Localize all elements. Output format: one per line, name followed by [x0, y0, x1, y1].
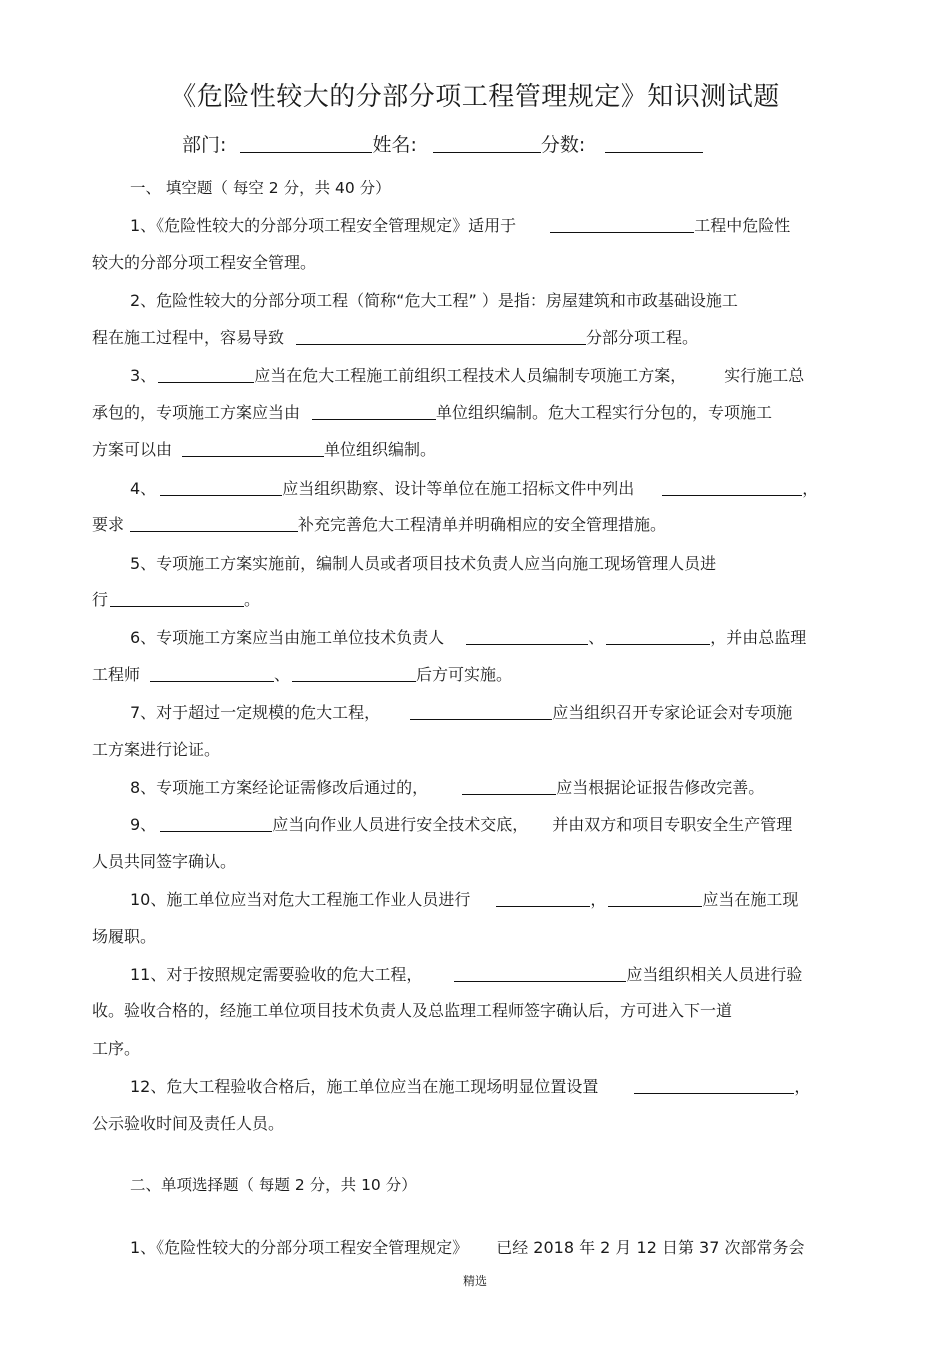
- q12-text-b: ，: [794, 1077, 811, 1096]
- q3-text-e: 单位组织编制。危大工程实行分包的，专项施工: [436, 403, 773, 422]
- q7-text-b: 应当组织召开专家论证会对专项施: [552, 703, 793, 722]
- name-label: 姓名:: [372, 134, 417, 156]
- q10-blank2[interactable]: [608, 890, 702, 907]
- q10-text-a: 10、施工单位应当对危大工程施工作业人员进行: [130, 890, 471, 909]
- q4-blank1[interactable]: [160, 479, 282, 496]
- section1-heading: 一、 填空题（ 每空 2 分，共 40 分）: [130, 179, 391, 197]
- q6-line2: [92, 665, 512, 685]
- q8-text-b: 应当根据论证报告修改完善。: [556, 778, 765, 797]
- page-title: 《危险性较大的分部分项工程管理规定》知识测试题: [170, 82, 780, 112]
- q3-text-g: 单位组织编制。: [324, 440, 437, 459]
- q3-blank1[interactable]: [158, 366, 254, 383]
- q3-text-f: 方案可以由: [92, 440, 173, 459]
- q6-blank4[interactable]: [292, 665, 416, 682]
- q6-text-f: 后方可实施。: [416, 665, 513, 684]
- mc1-text-a: 1、《危险性较大的分部分项工程安全管理规定》: [130, 1238, 469, 1257]
- q2-text-c: 分部分项工程。: [586, 328, 699, 347]
- q1-text-a: 1、《危险性较大的分部分项工程安全管理规定》适用于: [130, 216, 517, 235]
- q3-blank3[interactable]: [182, 440, 324, 457]
- q12-line2: 公示验收时间及责任人员。: [92, 1114, 285, 1133]
- q4-line2: [92, 515, 666, 535]
- q2-line2: [92, 328, 698, 348]
- q11-line2: 收。验收合格的，经施工单位项目技术负责人及总监理工程师签字确认后，方可进入下一道: [92, 1001, 733, 1020]
- q3-text-d: 承包的，专项施工方案应当由: [92, 403, 301, 422]
- q6-text-a: 6、专项施工方案应当由施工单位技术负责人: [130, 628, 445, 647]
- q1-line1: [130, 216, 790, 236]
- q10-line1: [130, 890, 798, 910]
- score-label: 分数:: [540, 134, 586, 156]
- q6-text-d: 工程师: [92, 665, 141, 684]
- q9-blank1[interactable]: [160, 815, 272, 832]
- mc1-text-b: 已经 2018 年 2 月 12 日第 37 次部常务会: [496, 1238, 805, 1257]
- q4-line1: [130, 479, 818, 499]
- q3-blank2[interactable]: [312, 403, 436, 420]
- q2-text-b: 程在施工过程中，容易导致: [92, 328, 285, 347]
- q1-blank1[interactable]: [550, 216, 694, 233]
- q10-text-c: 应当在施工现: [702, 890, 799, 909]
- q8-line1: [130, 778, 764, 798]
- q10-blank1[interactable]: [496, 890, 590, 907]
- q1-text-b: 工程中危险性: [694, 216, 791, 235]
- q11-line1: [130, 965, 802, 985]
- q3-text-a: 3、: [130, 366, 157, 385]
- q10-text-b: ，: [590, 890, 607, 909]
- q11-text-a: 11、对于按照规定需要验收的危大工程，: [130, 965, 423, 984]
- section2-heading: 二、单项选择题（ 每题 2 分，共 10 分）: [130, 1176, 417, 1194]
- q3-text-c: 实行施工总: [724, 366, 805, 385]
- q11-text-b: 应当组织相关人员进行验: [626, 965, 803, 984]
- q8-blank1[interactable]: [462, 778, 556, 795]
- q4-blank2[interactable]: [662, 479, 802, 496]
- info-line: [182, 130, 703, 157]
- q5-line1: 5、专项施工方案实施前，编制人员或者项目技术负责人应当向施工现场管理人员进: [130, 554, 717, 573]
- q6-line1: [130, 628, 806, 648]
- q9-line1: [130, 815, 792, 835]
- dept-blank[interactable]: [240, 132, 372, 153]
- q6-blank3[interactable]: [150, 665, 274, 682]
- q4-text-e: 补充完善危大工程清单并明确相应的安全管理措施。: [298, 515, 667, 534]
- q11-blank1[interactable]: [454, 965, 626, 982]
- q5-text-b: 行: [92, 590, 109, 609]
- score-blank[interactable]: [605, 132, 703, 153]
- q3-line2: [92, 403, 772, 423]
- q5-blank1[interactable]: [110, 590, 244, 607]
- q6-text-e: 、: [274, 665, 291, 684]
- q3-line1: [130, 366, 804, 386]
- q4-blank3[interactable]: [130, 515, 298, 532]
- q5-line2: [92, 590, 260, 610]
- q7-line1: [130, 703, 792, 723]
- q1-line2: 较大的分部分项工程安全管理。: [92, 253, 317, 272]
- q8-text-a: 8、专项施工方案经论证需修改后通过的，: [130, 778, 429, 797]
- q4-text-a: 4、: [130, 479, 157, 498]
- q3-line3: [92, 440, 436, 460]
- q3-text-b: 应当在危大工程施工前组织工程技术人员编制专项施工方案，: [254, 366, 687, 385]
- q11-line3: 工序。: [92, 1039, 141, 1058]
- q9-text-b: 应当向作业人员进行安全技术交底，: [272, 815, 529, 834]
- q6-text-b: 、: [588, 628, 605, 647]
- q4-text-d: 要求: [92, 515, 125, 534]
- q6-blank1[interactable]: [466, 628, 588, 645]
- q7-text-a: 7、对于超过一定规模的危大工程，: [130, 703, 381, 722]
- q12-text-a: 12、危大工程验收合格后，施工单位应当在施工现场明显位置设置: [130, 1077, 599, 1096]
- q2-blank1[interactable]: [296, 328, 586, 345]
- q7-line2: 工方案进行论证。: [92, 740, 221, 759]
- q6-text-c: ，并由总监理: [710, 628, 807, 647]
- q9-text-a: 9、: [130, 815, 157, 834]
- q4-text-b: 应当组织勘察、设计等单位在施工招标文件中列出: [282, 479, 635, 498]
- q12-line1: [130, 1077, 810, 1097]
- q5-text-c: 。: [244, 590, 261, 609]
- q12-blank1[interactable]: [634, 1077, 794, 1094]
- q9-line2: 人员共同签字确认。: [92, 852, 237, 871]
- name-blank[interactable]: [433, 132, 541, 153]
- q9-text-c: 并由双方和项目专职安全生产管理: [552, 815, 793, 834]
- footer-text: 精选: [462, 1274, 487, 1288]
- dept-label: 部门:: [182, 134, 227, 156]
- q2-line1: 2、危险性较大的分部分项工程（简称“危大工程” ）是指：房屋建筑和市政基础设施工: [130, 291, 738, 310]
- q7-blank1[interactable]: [410, 703, 552, 720]
- mc1-line1: [130, 1238, 805, 1258]
- q10-line2: 场履职。: [92, 927, 157, 946]
- q6-blank2[interactable]: [606, 628, 710, 645]
- q4-text-c: ，: [802, 479, 819, 498]
